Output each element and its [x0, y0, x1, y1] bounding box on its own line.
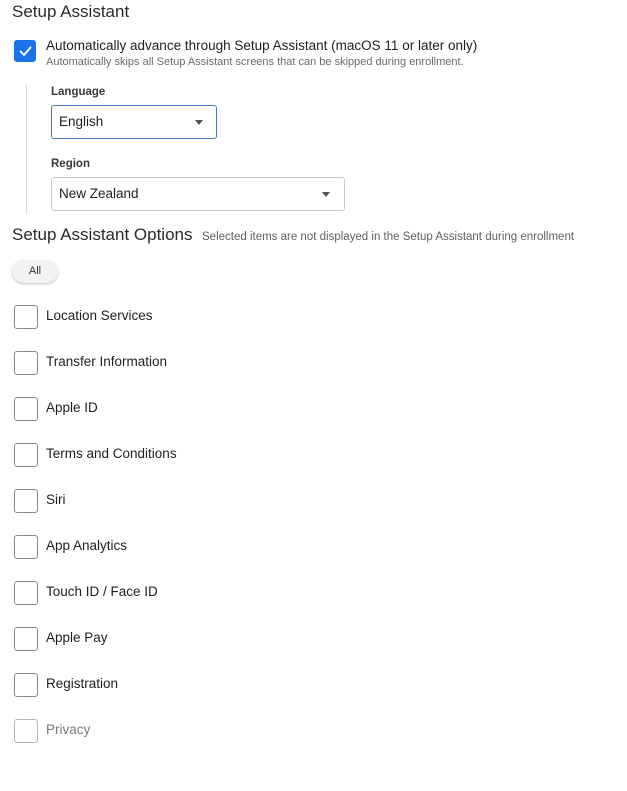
option-label: Touch ID / Face ID — [46, 584, 158, 599]
option-label: Privacy — [46, 722, 91, 737]
option-checkbox[interactable] — [14, 351, 38, 375]
option-checkbox[interactable] — [14, 535, 38, 559]
option-checkbox[interactable] — [14, 489, 38, 513]
option-touch-id-face-id[interactable] — [14, 581, 314, 605]
region-select[interactable] — [51, 177, 345, 211]
option-apple-id[interactable] — [14, 397, 314, 421]
auto-advance-row — [14, 40, 614, 70]
region-label: Region — [51, 158, 90, 170]
auto-advance-label: Automatically advance through Setup Assistant (macOS 11 or later only) — [46, 38, 478, 53]
select-all-button[interactable]: All — [12, 260, 58, 283]
option-app-analytics[interactable] — [14, 535, 314, 559]
option-checkbox[interactable] — [14, 627, 38, 651]
language-select[interactable] — [51, 105, 217, 139]
option-label: Siri — [46, 492, 66, 507]
option-checkbox[interactable] — [14, 719, 38, 743]
option-label: Apple ID — [46, 400, 98, 415]
option-label: App Analytics — [46, 538, 128, 553]
option-checkbox[interactable] — [14, 581, 38, 605]
chevron-down-icon — [195, 120, 203, 125]
language-select-value: English — [59, 114, 104, 129]
option-label: Terms and Conditions — [46, 446, 177, 461]
option-apple-pay[interactable] — [14, 627, 314, 651]
option-checkbox[interactable] — [14, 673, 38, 697]
auto-advance-description: Automatically skips all Setup Assistant screens that can be skipped during enrollment. — [46, 56, 464, 68]
option-privacy[interactable] — [14, 719, 314, 743]
option-label: Location Services — [46, 308, 153, 323]
option-label: Apple Pay — [46, 630, 108, 645]
indent-divider — [26, 84, 27, 214]
language-label: Language — [51, 86, 106, 98]
option-checkbox[interactable] — [14, 397, 38, 421]
option-terms-and-conditions[interactable] — [14, 443, 314, 467]
option-label: Registration — [46, 676, 119, 691]
option-checkbox[interactable] — [14, 443, 38, 467]
chevron-down-icon — [322, 192, 330, 197]
option-location-services[interactable] — [14, 305, 314, 329]
region-select-value: New Zealand — [59, 186, 139, 201]
option-transfer-information[interactable] — [14, 351, 314, 375]
auto-advance-checkbox[interactable] — [14, 40, 36, 62]
option-checkbox[interactable] — [14, 305, 38, 329]
option-registration[interactable] — [14, 673, 314, 697]
setup-options-hint: Selected items are not displayed in the Setup Assistant during enrollment — [202, 231, 575, 243]
setup-assistant-title: Setup Assistant — [12, 2, 130, 21]
option-siri[interactable] — [14, 489, 314, 513]
checkmark-icon — [19, 46, 32, 57]
option-label: Transfer Information — [46, 354, 168, 369]
setup-options-title: Setup Assistant Options — [12, 225, 193, 244]
